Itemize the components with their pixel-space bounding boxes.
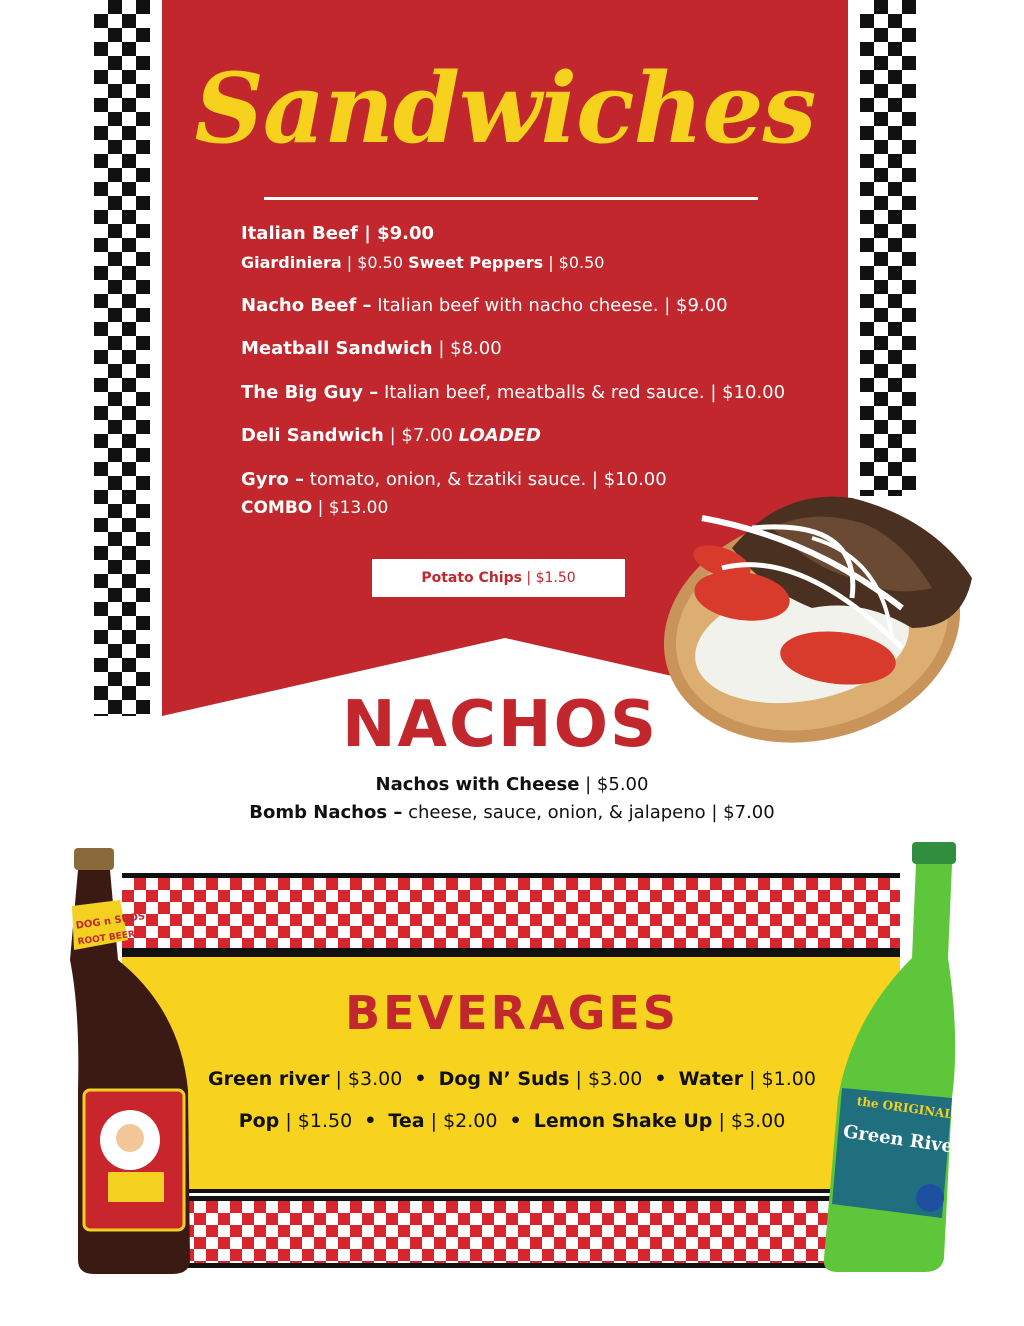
item-price: | $1.50 (526, 570, 576, 586)
item-name: Nachos with Cheese (375, 774, 580, 795)
bev-name: Dog N’ Suds (438, 1068, 570, 1090)
bev-price: | $1.00 (749, 1068, 816, 1090)
bev-price: | $2.00 (430, 1110, 498, 1132)
nachos-item-cheese (0, 774, 1024, 795)
menu-item-meatball (241, 335, 502, 363)
item-name: Sweet Peppers (408, 253, 544, 272)
bev-name: Water (678, 1068, 744, 1090)
menu-item-addons (241, 249, 604, 277)
sandwiches-title: Sandwiches (194, 52, 816, 165)
item-desc: Italian beef with nacho cheese. | $9.00 (377, 295, 728, 316)
item-name: Meatball Sandwich (241, 338, 433, 359)
item-desc: cheese, sauce, onion, & jalapeno | $7.00 (408, 802, 775, 823)
checker-border-left (94, 0, 150, 716)
item-name: Deli Sandwich (241, 425, 384, 446)
item-name: Nacho Beef – (241, 295, 372, 316)
greenriver-label-main: Green River (841, 1121, 964, 1159)
root-beer-bottle-photo (60, 840, 210, 1280)
menu-item-gyro (241, 466, 667, 494)
nachos-title: NACHOS (341, 688, 659, 762)
menu-item-big-guy (241, 379, 785, 407)
item-price: | $13.00 (317, 498, 389, 518)
title-divider (264, 197, 758, 200)
bev-name: Green river (208, 1068, 330, 1090)
menu-item-deli (241, 422, 541, 450)
menu-item-nacho-beef (241, 292, 728, 320)
checker-border-right (860, 0, 916, 496)
item-desc: Italian beef, meatballs & red sauce. | $10.00 (383, 382, 786, 403)
rootbeer-label-top: DOG n SUDS (75, 911, 146, 932)
loaded-tag: LOADED (458, 425, 541, 446)
item-name: COMBO (241, 498, 313, 518)
item-name: Italian Beef | $9.00 (241, 223, 435, 244)
green-river-bottle-photo (812, 838, 972, 1278)
menu-item-combo (241, 494, 388, 522)
checker-band-top (122, 873, 900, 953)
gyro-photo (662, 478, 980, 744)
bev-name: Tea (388, 1110, 425, 1132)
item-price: | $5.00 (585, 774, 649, 795)
item-name: Giardiniera (241, 253, 342, 272)
bullet-separator: • (654, 1068, 667, 1090)
nachos-item-bomb (0, 802, 1024, 823)
potato-chips-box (372, 559, 625, 597)
bev-price: | $3.00 (335, 1068, 403, 1090)
greenriver-label-top: the ORIGINAL (855, 1094, 954, 1122)
bev-name: Pop (238, 1110, 280, 1132)
item-name: Gyro – (241, 469, 305, 490)
menu-item-italian-beef (241, 220, 434, 248)
bev-price: | $3.00 (575, 1068, 643, 1090)
checker-band-bottom (122, 1196, 900, 1268)
bev-name: Lemon Shake Up (533, 1110, 713, 1132)
bev-price: | $1.50 (285, 1110, 353, 1132)
bullet-separator: • (509, 1110, 522, 1132)
bev-price: | $3.00 (718, 1110, 786, 1132)
bullet-separator: • (364, 1110, 377, 1132)
item-name: Potato Chips (421, 570, 522, 586)
rootbeer-label-sub: ROOT BEER (77, 929, 136, 948)
bullet-separator: • (414, 1068, 427, 1090)
item-name: Bomb Nachos – (249, 802, 403, 823)
item-desc: tomato, onion, & tzatiki sauce. | $10.00 (309, 469, 667, 490)
item-name: The Big Guy – (241, 382, 379, 403)
item-price: | $8.00 (438, 338, 502, 359)
item-price: | $7.00 (389, 425, 453, 446)
item-price: | $0.50 (548, 253, 605, 272)
beverages-title: BEVERAGES (345, 986, 679, 1040)
item-price: | $0.50 (346, 253, 404, 272)
